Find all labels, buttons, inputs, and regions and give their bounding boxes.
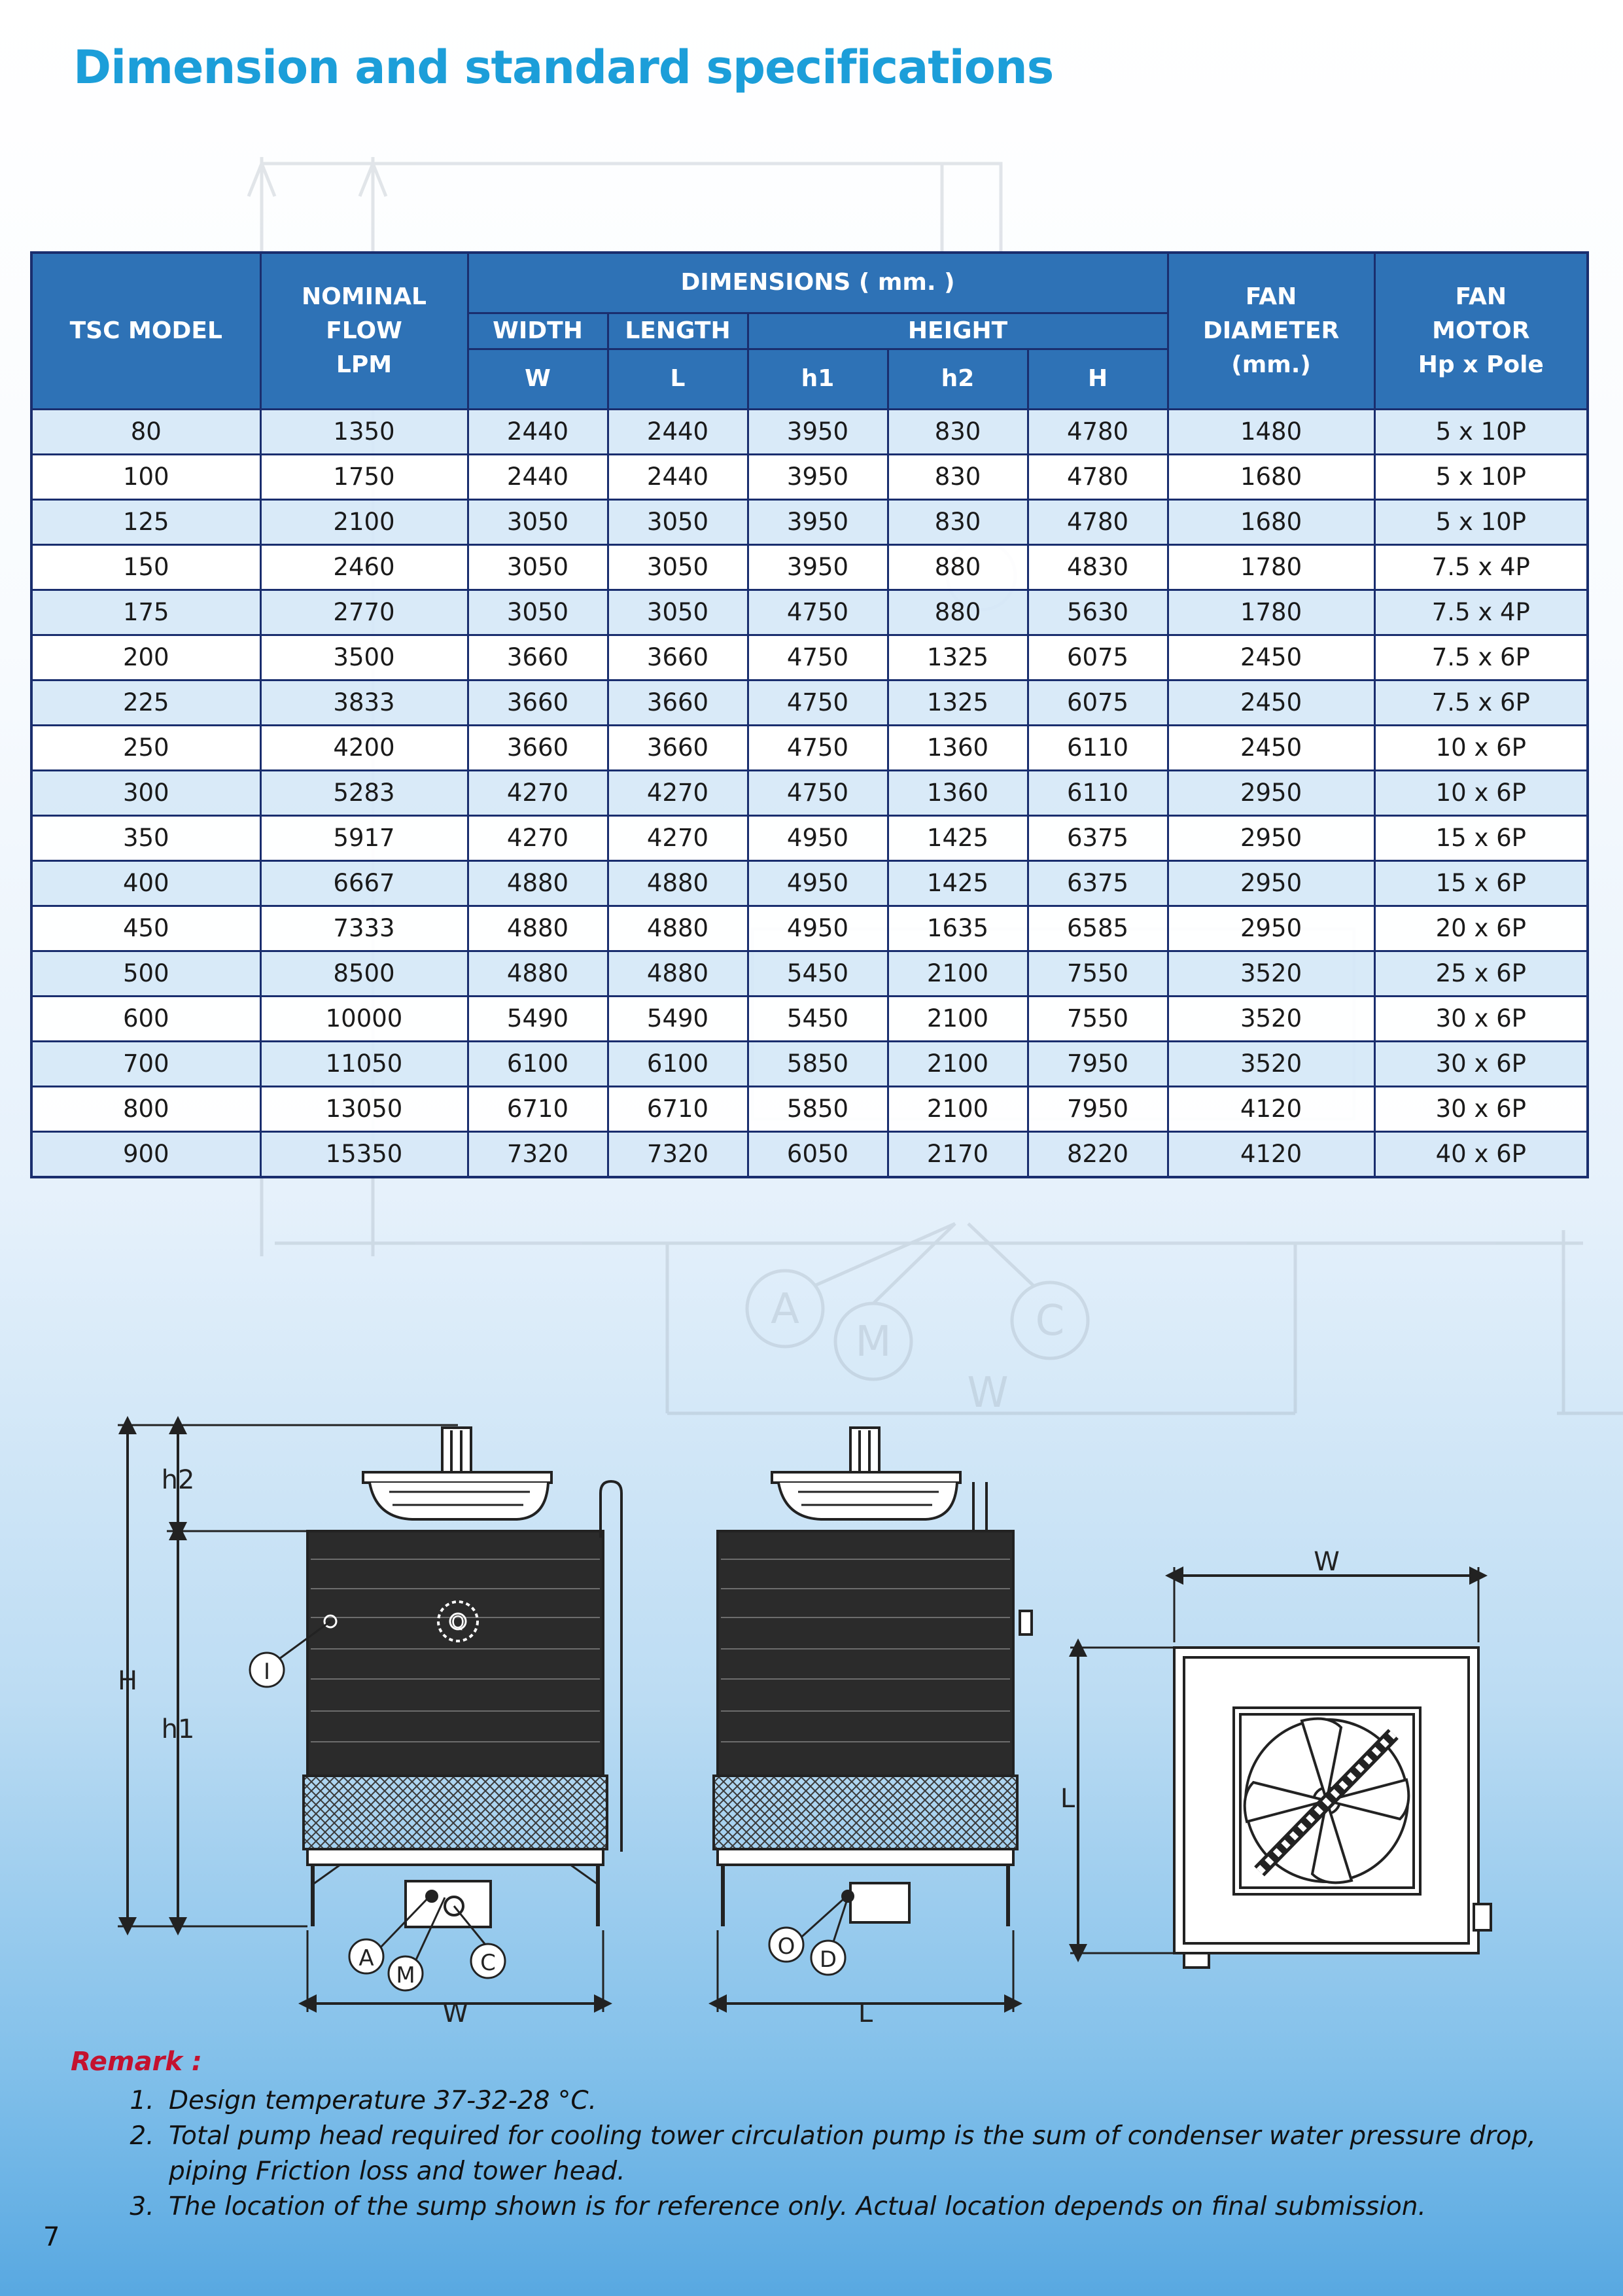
table-row bbox=[31, 1086, 1588, 1131]
table-cell: 4200 bbox=[260, 725, 468, 770]
remark-section bbox=[71, 2047, 1575, 2225]
table-cell: 30 x 6P bbox=[1374, 1041, 1588, 1086]
table-cell: 4750 bbox=[748, 680, 888, 725]
table-cell: 4780 bbox=[1028, 454, 1168, 499]
table-cell: 1750 bbox=[260, 454, 468, 499]
table-row bbox=[31, 499, 1588, 544]
table-cell: 4750 bbox=[748, 770, 888, 815]
table-cell: 1780 bbox=[1168, 590, 1374, 635]
header-h: H bbox=[1028, 349, 1168, 409]
table-cell: 350 bbox=[31, 815, 260, 860]
table-cell: 7950 bbox=[1028, 1041, 1168, 1086]
table-row bbox=[31, 1131, 1588, 1177]
table-cell: 40 x 6P bbox=[1374, 1131, 1588, 1177]
table-cell: 25 x 6P bbox=[1374, 951, 1588, 996]
table-cell: 3050 bbox=[468, 544, 608, 590]
table-cell: 4880 bbox=[468, 951, 608, 996]
label-a: A bbox=[358, 1945, 374, 1971]
table-cell: 7950 bbox=[1028, 1086, 1168, 1131]
table-cell: 2100 bbox=[888, 1086, 1028, 1131]
label-d: D bbox=[819, 1947, 837, 1973]
spec-table bbox=[30, 251, 1589, 1178]
table-row bbox=[31, 906, 1588, 951]
table-cell: 4270 bbox=[468, 815, 608, 860]
table-cell: 1325 bbox=[888, 635, 1028, 680]
header-w: W bbox=[468, 349, 608, 409]
table-row bbox=[31, 454, 1588, 499]
table-cell: 15 x 6P bbox=[1374, 860, 1588, 906]
table-cell: 4750 bbox=[748, 590, 888, 635]
table-cell: 830 bbox=[888, 499, 1028, 544]
table-cell: 3520 bbox=[1168, 996, 1374, 1041]
table-cell: 2100 bbox=[260, 499, 468, 544]
table-cell: 4270 bbox=[468, 770, 608, 815]
svg-text:M: M bbox=[855, 1318, 892, 1366]
table-cell: 600 bbox=[31, 996, 260, 1041]
table-cell: 1325 bbox=[888, 680, 1028, 725]
label-c: C bbox=[480, 1950, 496, 1976]
table-cell: 3050 bbox=[468, 499, 608, 544]
spec-table-body bbox=[31, 409, 1588, 1177]
table-cell: 4750 bbox=[748, 635, 888, 680]
table-cell: 400 bbox=[31, 860, 260, 906]
header-model: TSC MODEL bbox=[31, 253, 260, 409]
label-h: H bbox=[117, 1666, 138, 1696]
table-cell: 5283 bbox=[260, 770, 468, 815]
header-h1: h1 bbox=[748, 349, 888, 409]
table-cell: 3500 bbox=[260, 635, 468, 680]
table-cell: 4880 bbox=[608, 860, 748, 906]
table-cell: 4780 bbox=[1028, 409, 1168, 454]
table-cell: 10000 bbox=[260, 996, 468, 1041]
table-cell: 30 x 6P bbox=[1374, 996, 1588, 1041]
table-cell: 3660 bbox=[608, 725, 748, 770]
table-cell: 11050 bbox=[260, 1041, 468, 1086]
table-cell: 6667 bbox=[260, 860, 468, 906]
table-cell: 5490 bbox=[608, 996, 748, 1041]
table-cell: 1425 bbox=[888, 860, 1028, 906]
label-l-top: L bbox=[1060, 1784, 1075, 1814]
top-view-drawing bbox=[1070, 1567, 1491, 1968]
table-cell: 3950 bbox=[748, 499, 888, 544]
remark-item: 3. The location of the sump shown is for reference only. Actual location depends on final submission. bbox=[162, 2189, 1575, 2225]
table-cell: 830 bbox=[888, 409, 1028, 454]
table-row bbox=[31, 860, 1588, 906]
table-cell: 7320 bbox=[468, 1131, 608, 1177]
table-cell: 6585 bbox=[1028, 906, 1168, 951]
table-cell: 4950 bbox=[748, 815, 888, 860]
table-cell: 4880 bbox=[468, 906, 608, 951]
table-cell: 300 bbox=[31, 770, 260, 815]
table-row bbox=[31, 409, 1588, 454]
table-cell: 5450 bbox=[748, 996, 888, 1041]
table-cell: 5850 bbox=[748, 1086, 888, 1131]
header-h2: h2 bbox=[888, 349, 1028, 409]
table-cell: 7.5 x 4P bbox=[1374, 590, 1588, 635]
label-h1: h1 bbox=[161, 1714, 195, 1744]
svg-text:C: C bbox=[1035, 1297, 1065, 1345]
remark-title: Remark : bbox=[71, 2047, 202, 2077]
table-row bbox=[31, 725, 1588, 770]
table-cell: 10 x 6P bbox=[1374, 725, 1588, 770]
svg-text:A: A bbox=[771, 1285, 799, 1333]
page-number: 7 bbox=[43, 2222, 60, 2252]
table-cell: 2440 bbox=[468, 409, 608, 454]
table-row bbox=[31, 770, 1588, 815]
table-cell: 4270 bbox=[608, 770, 748, 815]
table-cell: 30 x 6P bbox=[1374, 1086, 1588, 1131]
table-cell: 3833 bbox=[260, 680, 468, 725]
label-w-top: W bbox=[1314, 1547, 1340, 1577]
table-cell: 2950 bbox=[1168, 860, 1374, 906]
table-cell: 1350 bbox=[260, 409, 468, 454]
table-cell: 6050 bbox=[748, 1131, 888, 1177]
header-dimensions: DIMENSIONS ( mm. ) bbox=[468, 253, 1168, 313]
table-cell: 2440 bbox=[608, 409, 748, 454]
table-cell: 1425 bbox=[888, 815, 1028, 860]
label-q: Q bbox=[451, 1613, 465, 1633]
table-cell: 100 bbox=[31, 454, 260, 499]
table-cell: 6375 bbox=[1028, 815, 1168, 860]
table-cell: 2450 bbox=[1168, 680, 1374, 725]
table-row bbox=[31, 815, 1588, 860]
table-cell: 830 bbox=[888, 454, 1028, 499]
table-row bbox=[31, 680, 1588, 725]
table-cell: 175 bbox=[31, 590, 260, 635]
table-cell: 4830 bbox=[1028, 544, 1168, 590]
side-view-drawing bbox=[714, 1428, 1032, 2012]
table-cell: 5850 bbox=[748, 1041, 888, 1086]
table-cell: 7.5 x 4P bbox=[1374, 544, 1588, 590]
header-length: LENGTH bbox=[608, 313, 748, 349]
label-w-front: W bbox=[442, 1998, 468, 2028]
table-cell: 6100 bbox=[608, 1041, 748, 1086]
svg-text:W: W bbox=[967, 1369, 1009, 1417]
table-cell: 1680 bbox=[1168, 454, 1374, 499]
table-cell: 4880 bbox=[468, 860, 608, 906]
table-cell: 2450 bbox=[1168, 725, 1374, 770]
label-h2: h2 bbox=[161, 1465, 195, 1495]
table-cell: 200 bbox=[31, 635, 260, 680]
table-row bbox=[31, 544, 1588, 590]
table-row bbox=[31, 996, 1588, 1041]
table-cell: 1480 bbox=[1168, 409, 1374, 454]
header-fan-motor: FAN MOTOR Hp x Pole bbox=[1374, 253, 1588, 409]
table-cell: 3660 bbox=[608, 680, 748, 725]
table-cell: 2170 bbox=[888, 1131, 1028, 1177]
table-cell: 700 bbox=[31, 1041, 260, 1086]
remark-item: 2. Total pump head required for cooling tower circulation pump is the sum of condenser water pressure drop, piping Friction loss and tower head. bbox=[162, 2119, 1575, 2189]
table-cell: 2460 bbox=[260, 544, 468, 590]
table-cell: 6710 bbox=[608, 1086, 748, 1131]
table-cell: 4950 bbox=[748, 860, 888, 906]
table-cell: 3520 bbox=[1168, 951, 1374, 996]
table-cell: 2450 bbox=[1168, 635, 1374, 680]
table-cell: 6110 bbox=[1028, 770, 1168, 815]
header-height: HEIGHT bbox=[748, 313, 1168, 349]
table-cell: 2100 bbox=[888, 996, 1028, 1041]
table-cell: 15 x 6P bbox=[1374, 815, 1588, 860]
table-cell: 3520 bbox=[1168, 1041, 1374, 1086]
table-cell: 10 x 6P bbox=[1374, 770, 1588, 815]
table-cell: 5 x 10P bbox=[1374, 454, 1588, 499]
table-cell: 6075 bbox=[1028, 635, 1168, 680]
table-cell: 5450 bbox=[748, 951, 888, 996]
table-cell: 6110 bbox=[1028, 725, 1168, 770]
table-cell: 2950 bbox=[1168, 770, 1374, 815]
table-cell: 15350 bbox=[260, 1131, 468, 1177]
table-cell: 3050 bbox=[468, 590, 608, 635]
label-l-side: L bbox=[858, 1998, 873, 2028]
table-cell: 125 bbox=[31, 499, 260, 544]
table-cell: 5 x 10P bbox=[1374, 499, 1588, 544]
table-cell: 4880 bbox=[608, 951, 748, 996]
table-cell: 900 bbox=[31, 1131, 260, 1177]
table-cell: 150 bbox=[31, 544, 260, 590]
remark-list bbox=[71, 2083, 1575, 2225]
label-m: M bbox=[396, 1962, 415, 1988]
header-fan-diameter: FAN DIAMETER (mm.) bbox=[1168, 253, 1374, 409]
table-cell: 2440 bbox=[468, 454, 608, 499]
header-width: WIDTH bbox=[468, 313, 608, 349]
table-cell: 6100 bbox=[468, 1041, 608, 1086]
table-row bbox=[31, 635, 1588, 680]
table-cell: 13050 bbox=[260, 1086, 468, 1131]
table-row bbox=[31, 1041, 1588, 1086]
table-cell: 7550 bbox=[1028, 996, 1168, 1041]
table-cell: 5917 bbox=[260, 815, 468, 860]
table-cell: 8220 bbox=[1028, 1131, 1168, 1177]
table-cell: 7320 bbox=[608, 1131, 748, 1177]
table-cell: 5490 bbox=[468, 996, 608, 1041]
table-cell: 7333 bbox=[260, 906, 468, 951]
table-cell: 3660 bbox=[468, 725, 608, 770]
table-cell: 6710 bbox=[468, 1086, 608, 1131]
table-cell: 800 bbox=[31, 1086, 260, 1131]
table-cell: 880 bbox=[888, 590, 1028, 635]
table-cell: 1360 bbox=[888, 770, 1028, 815]
table-cell: 3950 bbox=[748, 409, 888, 454]
table-cell: 5630 bbox=[1028, 590, 1168, 635]
table-cell: 80 bbox=[31, 409, 260, 454]
table-row bbox=[31, 951, 1588, 996]
table-cell: 2770 bbox=[260, 590, 468, 635]
table-cell: 4270 bbox=[608, 815, 748, 860]
table-cell: 2100 bbox=[888, 1041, 1028, 1086]
table-cell: 8500 bbox=[260, 951, 468, 996]
table-cell: 6375 bbox=[1028, 860, 1168, 906]
table-cell: 3950 bbox=[748, 544, 888, 590]
table-cell: 2950 bbox=[1168, 906, 1374, 951]
table-cell: 3660 bbox=[608, 635, 748, 680]
table-cell: 5 x 10P bbox=[1374, 409, 1588, 454]
table-cell: 4750 bbox=[748, 725, 888, 770]
cooling-tower-drawings bbox=[0, 1407, 1623, 2035]
table-cell: 4120 bbox=[1168, 1086, 1374, 1131]
table-cell: 4780 bbox=[1028, 499, 1168, 544]
table-cell: 1635 bbox=[888, 906, 1028, 951]
table-cell: 3950 bbox=[748, 454, 888, 499]
header-flow: NOMINAL FLOW LPM bbox=[260, 253, 468, 409]
page-title: Dimension and standard specifications bbox=[73, 41, 1054, 94]
table-cell: 3050 bbox=[608, 544, 748, 590]
table-cell: 3660 bbox=[468, 680, 608, 725]
table-cell: 7.5 x 6P bbox=[1374, 680, 1588, 725]
table-cell: 6075 bbox=[1028, 680, 1168, 725]
table-cell: 2100 bbox=[888, 951, 1028, 996]
table-cell: 3660 bbox=[468, 635, 608, 680]
table-cell: 3050 bbox=[608, 590, 748, 635]
table-cell: 3050 bbox=[608, 499, 748, 544]
remark-item: 1. Design temperature 37-32-28 °C. bbox=[162, 2083, 1575, 2119]
label-i: I bbox=[263, 1659, 271, 1685]
header-l: L bbox=[608, 349, 748, 409]
table-cell: 4880 bbox=[608, 906, 748, 951]
table-cell: 20 x 6P bbox=[1374, 906, 1588, 951]
table-cell: 2440 bbox=[608, 454, 748, 499]
table-row bbox=[31, 590, 1588, 635]
table-cell: 7550 bbox=[1028, 951, 1168, 996]
label-o: O bbox=[777, 1934, 795, 1960]
table-cell: 500 bbox=[31, 951, 260, 996]
table-cell: 4120 bbox=[1168, 1131, 1374, 1177]
table-cell: 1360 bbox=[888, 725, 1028, 770]
table-cell: 7.5 x 6P bbox=[1374, 635, 1588, 680]
table-cell: 1680 bbox=[1168, 499, 1374, 544]
table-cell: 225 bbox=[31, 680, 260, 725]
table-cell: 250 bbox=[31, 725, 260, 770]
table-cell: 880 bbox=[888, 544, 1028, 590]
table-cell: 4950 bbox=[748, 906, 888, 951]
table-cell: 1780 bbox=[1168, 544, 1374, 590]
table-cell: 2950 bbox=[1168, 815, 1374, 860]
table-cell: 450 bbox=[31, 906, 260, 951]
